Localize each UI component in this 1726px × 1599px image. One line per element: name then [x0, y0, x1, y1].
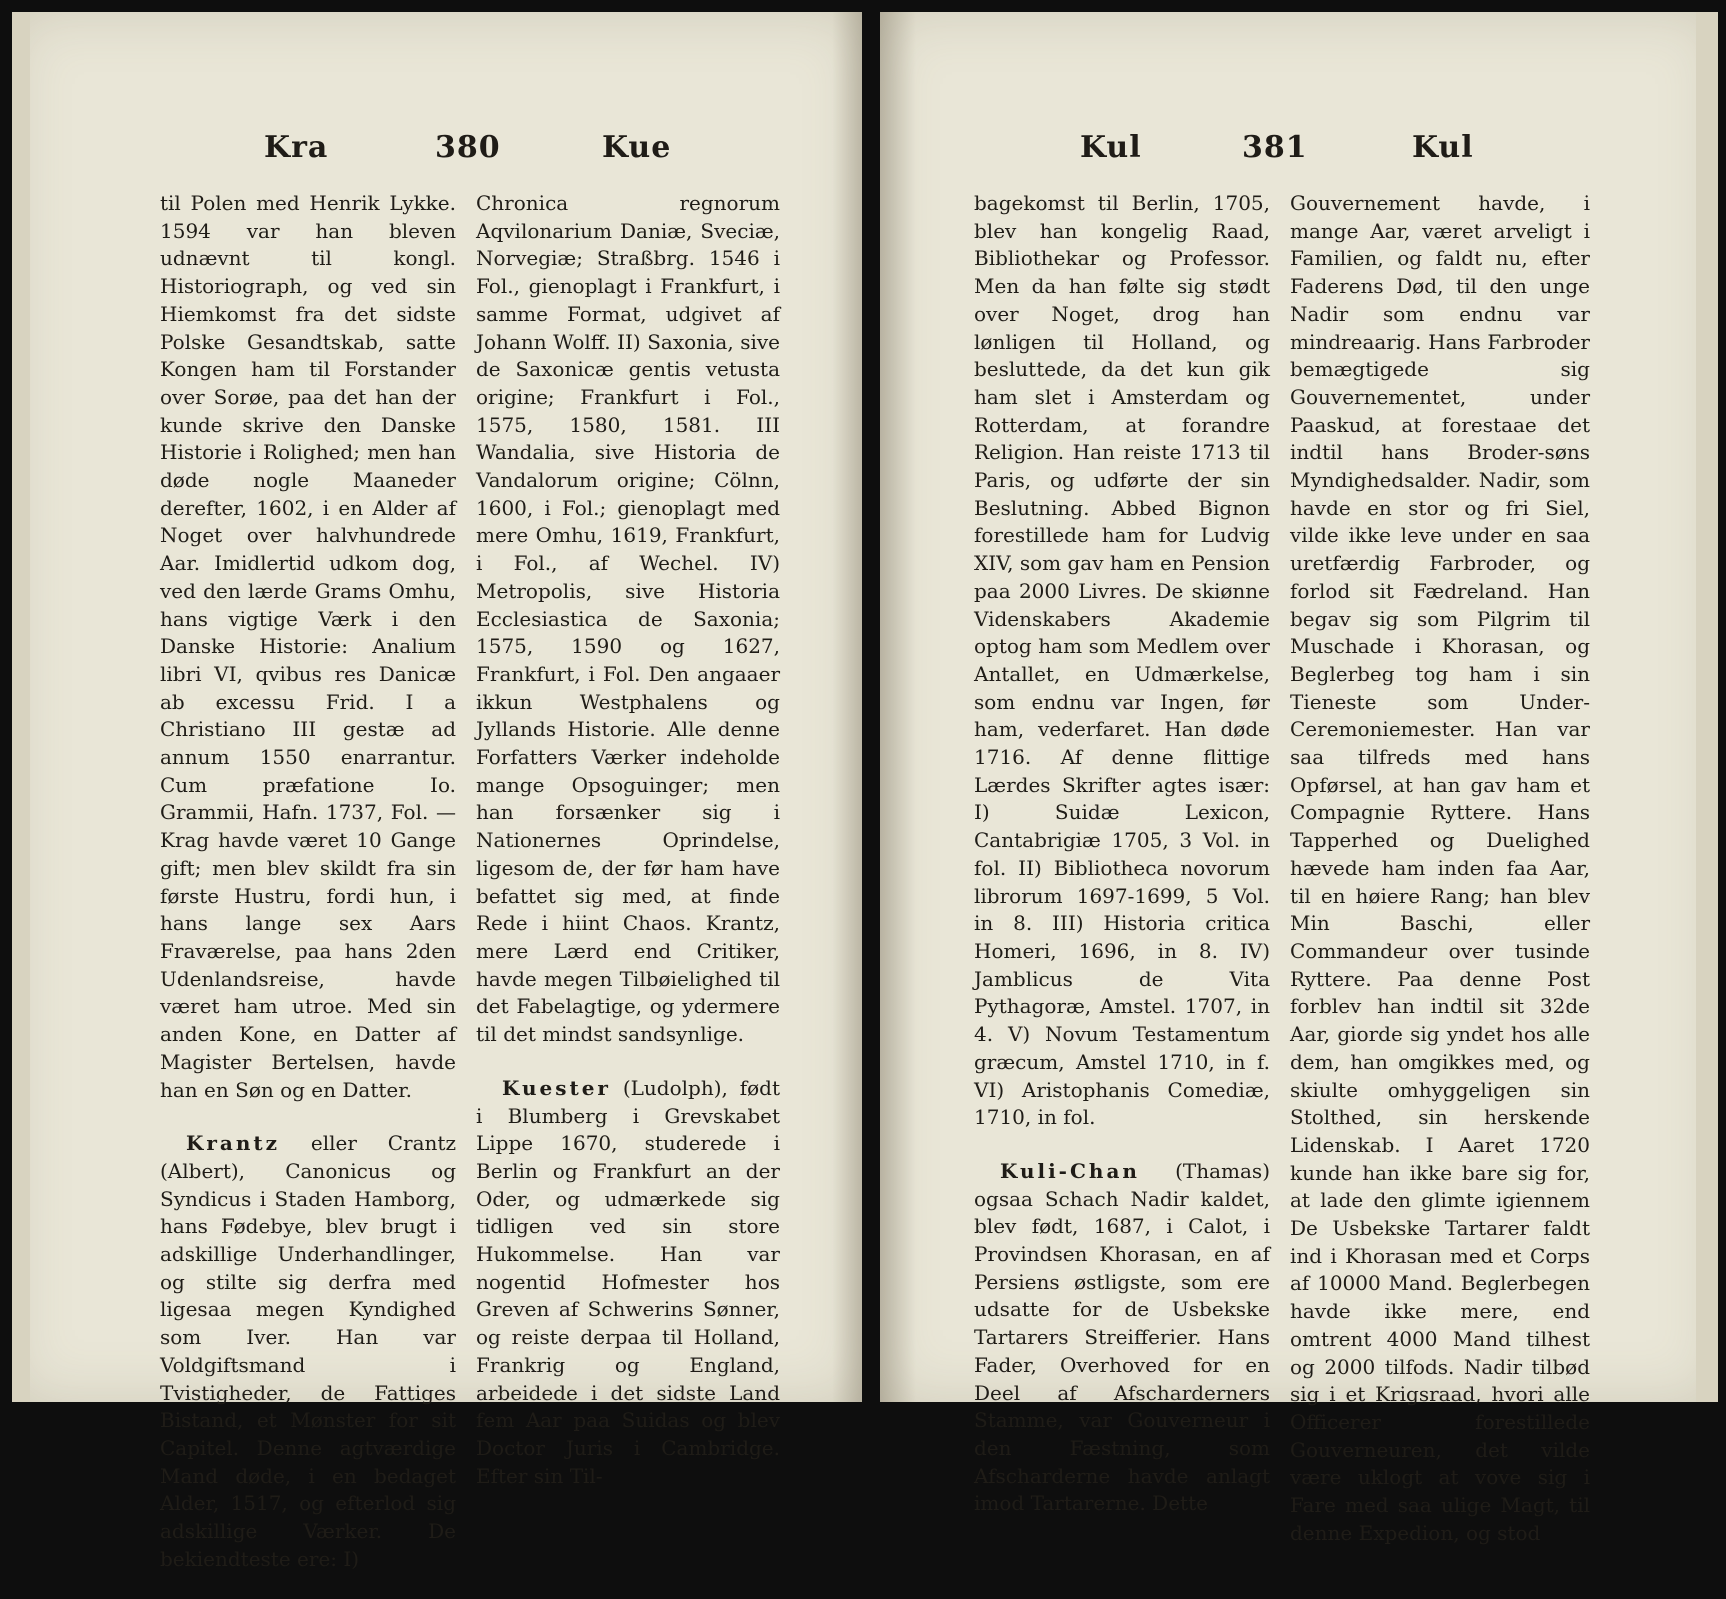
right-header-left-word: Kul [1080, 130, 1142, 165]
entry-kuli-chan-continuation: Gouvernement havde, i mange Aar, været arveligt i Familien, og faldt nu, efter Faderens Død, til den unge Nadir som endnu var mindreaarig. Hans Farbroder bemægtigede sig Gouvernementet, under Paaskud, at forestaae det indtil hans Broder-søns Myndighedsalder. Nadir, som havde en stor og fri Siel, vilde ikke leve under en saa uretfærdig Farbroder, og forlod sit Fædreland. Han begav sig som Pilgrim til Muschade i Khorasan, og Beglerbeg tog ham i sin Tieneste som Under-Ceremoniemester. Han var saa tilfreds med hans Opførsel, at han gav ham et Compagnie Ryttere. Hans Tapperhed og Duelighed hævede ham inden faa Aar, til en høiere Rang; han blev Min Baschi, eller Commandeur over tusinde Ryttere. Paa denne Post forblev han indtil sit 32de Aar, giorde sig yndet hos alle dem, han omgikkes med, og skiulte omhyggeligen sin Stolthed, sin herskende Lidenskab. I Aaret 1720 kunde han ikke bare sig for, at lade den glimte igiennem De Usbekske Tartarer faldt ind i Khorasan med et Corps af 10000 Mand. Beglerbegen havde ikke mere, end omtrent 4000 Mand tilhest og 2000 tilfods. Nadir tilbød sig i et Krigsraad, hvori alle Officerer forestillede Gouverneuren, det vilde være uklogt at vove sig i Fare med saa ulige Magt, til denne Expedion, og stod [1290, 191, 1590, 1545]
left-page [12, 12, 862, 1571]
headword-krantz: Krantz [186, 1131, 281, 1156]
right-page [880, 12, 1718, 1545]
left-page-number: 380 [435, 130, 501, 165]
left-header-right-word: Kue [602, 130, 672, 165]
right-column-2 [1290, 190, 1590, 1573]
left-column-1 [160, 190, 456, 1599]
left-gutter-shadow [832, 12, 862, 1402]
entry-krantz-continuation: Chronica regnorum Aqvilonarium Daniæ, Sveciæ, Norvegiæ; Straßbrg. 1546 i Fol., gienoplagt i Frankfurt, i samme Format, udgivet af Johann Wolff. II) Saxonia, sive de Saxonicæ gentis vetusta origine; Frankfurt i Fol., 1575, 1580, 1581. III Wandalia, sive Historia de Vandalorum origine; Cölnn, 1600, i Fol.; gienoplagt med mere Omhu, 1619, Frankfurt, i Fol., af Wechel. IV) Metropolis, sive Historia Ecclesiastica de Saxonia; 1575, 1590 og 1627, Frankfurt, i Fol. Den angaaer ikkun Westphalens og Jyllands Historie. Alle denne Forfatters Værker indeholde mange Opsoguinger; men han forsænker sig i Nationernes Oprindelse, ligesom de, der før ham have befattet sig med, at finde Rede i hiint Chaos. Krantz, mere Lærd end Critiker, havde megen Tilbøielighed til det Fabelagtige, og ydermere til det mindst sandsynlige. [476, 191, 780, 1047]
right-page-edge [1696, 12, 1718, 1402]
entry-krantz [160, 1130, 456, 1573]
headword-kuester: Kuester [502, 1075, 611, 1100]
entry-kuester-text: (Ludolph), født i Blumberg i Grevskabet Lippe 1670, studerede i Berlin og Frankfurt an der Oder, og udmærkede sig tidligen ved sin store Hukommelse. Han var nogentid Hofmester hos Greven af Schwerins Sønner, og reiste derpaa til Holland, Frankrig og England, arbeidede i det sidste Land fem Aar paa Suidas og blev Doctor Juris i Cambridge. Efter sin Til- [476, 1075, 780, 1488]
entry-krag-continuation: til Polen med Henrik Lykke. 1594 var han bleven udnævnt til kongl. Historiograph, og ved sin Hiemkomst fra det sidste Polske Gesandtskab, satte Kongen ham til Forstander over Sorøe, paa det han der kunde skrive den Danske Historie i Rolighed; men han døde nogle Maaneder derefter, 1602, i en Alder af Noget over halvhundrede Aar. Imidlertid udkom dog, ved den lærde Grams Omhu, hans vigtige Værk i den Danske Historie: Analium libri VI, qvibus res Danicæ ab excessu Frid. I a Christiano III gestæ ad annum 1550 enarrantur. Cum præfatione Io. Grammii, Hafn. 1737, Fol. — Krag havde været 10 Gange gift; men blev skildt fra sin første Hustru, fordi hun, i hans lange sex Aars Fraværelse, paa hans 2den Udenlandsreise, havde været ham utroe. Med sin anden Kone, en Datter af Magister Bertelsen, havde han en Søn og en Datter. [160, 191, 456, 1102]
right-page-number: 381 [1242, 130, 1308, 165]
right-gutter-shadow [880, 12, 916, 1402]
left-page-edge [12, 12, 30, 1402]
entry-kuli-chan-text: (Thamas) ogsaa Schach Nadir kaldet, blev født, 1687, i Calot, i Provindsen Khorasan, en af Persiens østligste, som ere udsatte for de Usbekske Tartarers Streifferier. Hans Fader, Overhoved for en Deel af Afscharderners Stamme, var Gouverneur i den Fæstning, som Afscharderne havde anlagt imod Tartarerne. Dette [974, 1158, 1270, 1516]
entry-kuester [476, 1075, 780, 1491]
headword-kuli-chan: Kuli-Chan [1000, 1158, 1140, 1183]
right-header-right-word: Kul [1412, 130, 1474, 165]
left-column-2 [476, 190, 780, 1516]
entry-krantz-text: eller Crantz (Albert), Canonicus og Syndicus i Staden Hamborg, hans Fødebye, blev brugt i adskillige Underhandlinger, og stilte sig derfra med ligesaa megen Kyndighed som Iver. Han var Voldgiftsmand i Tvistigheder, de Fattiges Bistand, et Mønster for sit Capitel. Denne agtværdige Mand døde, i en bedaget Alder, 1517, og efterlod sig adskillige Værker. De bekiendteste ere: I) [160, 1131, 456, 1571]
left-header-left-word: Kra [264, 130, 329, 165]
right-column-1 [974, 190, 1270, 1544]
entry-kuester-continuation: bagekomst til Berlin, 1705, blev han kongelig Raad, Bibliothekar og Professor. Men da han følte sig stødt over Noget, drog han lønligen til Holland, og besluttede, da det kun gik ham slet i Amsterdam og Rotterdam, at forandre Religion. Han reiste 1713 til Paris, og udførte der sin Beslutning. Abbed Bignon forestillede ham for Ludvig XIV, som gav ham en Pension paa 2000 Livres. De skiønne Videnskabers Akademie optog ham som Medlem over Antallet, en Udmærkelse, som endnu var Ingen, før ham, vederfaret. Han døde 1716. Af denne flittige Lærdes Skrifter agtes især: I) Suidæ Lexicon, Cantabrigiæ 1705, 3 Vol. in fol. II) Bibliotheca novorum librorum 1697-1699, 5 Vol. in 8. III) Historia critica Homeri, 1696, in 8. IV) Jamblicus de Vita Pythagoræ, Amstel. 1707, in 4. V) Novum Testamentum græcum, Amstel 1710, in f. VI) Aristophanis Comediæ, 1710, in fol. [974, 191, 1270, 1130]
entry-kuli-chan [974, 1158, 1270, 1518]
